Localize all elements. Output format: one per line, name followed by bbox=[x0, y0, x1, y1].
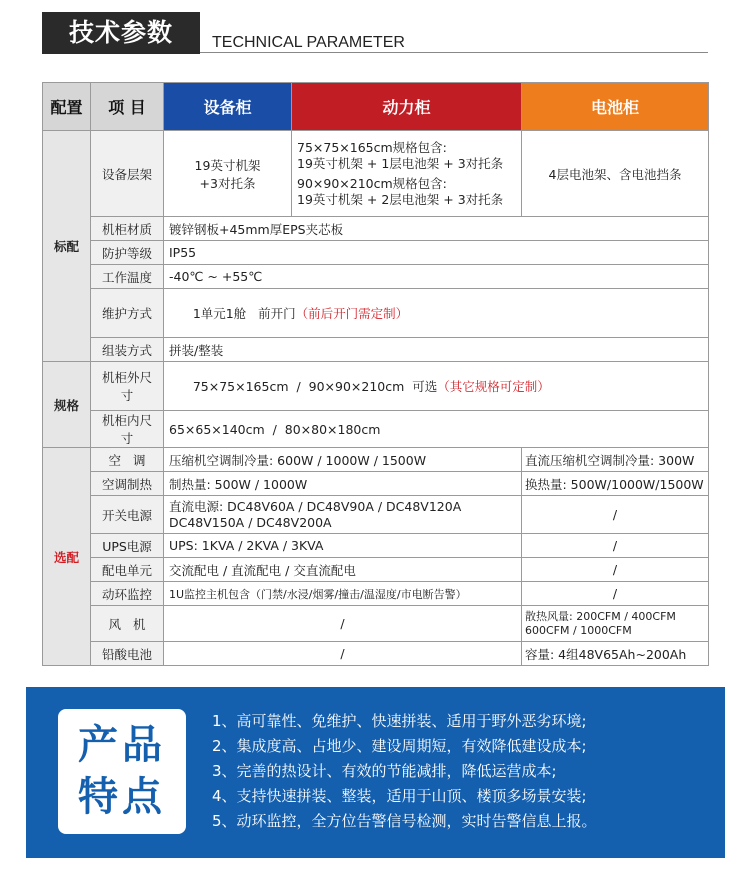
row-label: 组装方式 bbox=[91, 338, 164, 362]
cell bbox=[522, 606, 709, 642]
row-label: 动环监控 bbox=[91, 582, 164, 606]
list-item: 1、高可靠性、免维护、快速拼装、适用于野外恶劣环境; bbox=[212, 712, 587, 730]
cell-line: 90×90×210cm规格包含: bbox=[297, 175, 447, 191]
cell bbox=[164, 289, 709, 338]
table-row bbox=[43, 472, 709, 496]
cell: 65×65×140cm / 80×80×180cm bbox=[164, 411, 709, 448]
row-label: 机柜外尺寸 bbox=[91, 362, 164, 411]
cell-text: 75×75×165cm / 90×90×210cm 可选 bbox=[192, 379, 438, 394]
row-label: 开关电源 bbox=[91, 496, 164, 534]
table-row bbox=[43, 642, 709, 666]
cell: / bbox=[522, 496, 709, 534]
features-badge-line: 产品 bbox=[78, 722, 166, 768]
row-label: 机柜材质 bbox=[91, 217, 164, 241]
cell: 镀锌钢板+45mm厚EPS夹芯板 bbox=[164, 217, 709, 241]
cell: 拼装/整装 bbox=[164, 338, 709, 362]
row-label: 机柜内尺寸 bbox=[91, 411, 164, 448]
page-title: 技术参数 bbox=[42, 12, 200, 54]
cell: 换热量: 500W/1000W/1500W bbox=[522, 472, 709, 496]
cell bbox=[164, 131, 292, 217]
list-item: 3、完善的热设计、有效的节能减排，降低运营成本; bbox=[212, 762, 557, 780]
table-row bbox=[43, 241, 709, 265]
cell bbox=[292, 131, 522, 217]
cell-line: 19英寸机架 bbox=[194, 157, 261, 173]
row-label: 防护等级 bbox=[91, 241, 164, 265]
table-row bbox=[43, 131, 709, 217]
cell: 制热量: 500W / 1000W bbox=[164, 472, 522, 496]
cell: UPS: 1KVA / 2KVA / 3KVA bbox=[164, 534, 522, 558]
cell-line: DC48V150A / DC48V200A bbox=[169, 514, 332, 530]
category-optional: 选配 bbox=[43, 448, 91, 666]
cell-text: 1单元1舱 前开门 bbox=[192, 306, 296, 321]
row-label: UPS电源 bbox=[91, 534, 164, 558]
cell: IP55 bbox=[164, 241, 709, 265]
cell-line: 直流电源: DC48V60A / DC48V90A / DC48V120A bbox=[169, 498, 462, 514]
header-equipment-cabinet: 设备柜 bbox=[164, 83, 292, 131]
row-label: 风 机 bbox=[91, 606, 164, 642]
cell: / bbox=[522, 582, 709, 606]
table-row bbox=[43, 338, 709, 362]
cell: 直流压缩机空调制冷量: 300W bbox=[522, 448, 709, 472]
features-panel bbox=[26, 687, 725, 858]
table-header-row bbox=[43, 83, 709, 131]
list-item: 4、支持快速拼装、整装，适用于山顶、楼顶多场景安装; bbox=[212, 787, 587, 805]
parameter-table bbox=[42, 82, 709, 666]
cell bbox=[164, 496, 522, 534]
table-row bbox=[43, 496, 709, 534]
cell: 容量: 4组48V65Ah~200Ah bbox=[522, 642, 709, 666]
cell: / bbox=[522, 534, 709, 558]
row-label: 设备层架 bbox=[91, 131, 164, 217]
cell-line: 75×75×165cm规格包含: bbox=[297, 139, 447, 155]
category-spec: 规格 bbox=[43, 362, 91, 448]
table-row bbox=[43, 289, 709, 338]
header-item: 项 目 bbox=[91, 83, 164, 131]
row-label: 空调制热 bbox=[91, 472, 164, 496]
row-label: 空 调 bbox=[91, 448, 164, 472]
row-label: 工作温度 bbox=[91, 265, 164, 289]
page-subtitle: TECHNICAL PARAMETER bbox=[212, 34, 405, 51]
list-item: 5、动环监控，全方位告警信号检测，实时告警信息上报。 bbox=[212, 812, 597, 830]
section-header bbox=[42, 12, 708, 56]
table-row bbox=[43, 582, 709, 606]
cell: -40℃ ~ +55℃ bbox=[164, 265, 709, 289]
cell: / bbox=[522, 558, 709, 582]
cell: / bbox=[164, 642, 522, 666]
table-row bbox=[43, 558, 709, 582]
category-standard: 标配 bbox=[43, 131, 91, 362]
cell: 交流配电 / 直流配电 / 交直流配电 bbox=[164, 558, 522, 582]
cell-line: 600CFM / 1000CFM bbox=[525, 623, 632, 637]
table-row bbox=[43, 448, 709, 472]
cell: 压缩机空调制冷量: 600W / 1000W / 1500W bbox=[164, 448, 522, 472]
cell: / bbox=[164, 606, 522, 642]
table-row bbox=[43, 534, 709, 558]
table-row bbox=[43, 411, 709, 448]
header-power-cabinet: 动力柜 bbox=[292, 83, 522, 131]
table-row bbox=[43, 362, 709, 411]
features-list bbox=[212, 709, 712, 834]
cell-line: +3对托条 bbox=[199, 175, 256, 191]
row-label: 铅酸电池 bbox=[91, 642, 164, 666]
cell bbox=[164, 362, 709, 411]
cell-line: 散热风量: 200CFM / 400CFM bbox=[525, 609, 676, 623]
features-badge-line: 特点 bbox=[78, 774, 166, 820]
cell-note: （前后开门需定制） bbox=[295, 306, 409, 321]
cell: 1U监控主机包含（门禁/水浸/烟雾/撞击/温湿度/市电断告警） bbox=[164, 582, 522, 606]
cell: 4层电池架、含电池挡条 bbox=[522, 131, 709, 217]
row-label: 维护方式 bbox=[91, 289, 164, 338]
table-row bbox=[43, 217, 709, 241]
table-row bbox=[43, 265, 709, 289]
header-battery-cabinet: 电池柜 bbox=[522, 83, 709, 131]
header-config: 配置 bbox=[43, 83, 91, 131]
cell-line: 19英寸机架 + 1层电池架 + 3对托条 bbox=[297, 155, 504, 171]
features-badge bbox=[58, 709, 186, 834]
cell-line: 19英寸机架 + 2层电池架 + 3对托条 bbox=[297, 191, 504, 207]
cell-note: （其它规格可定制） bbox=[437, 379, 550, 394]
list-item: 2、集成度高、占地少、建设周期短，有效降低建设成本; bbox=[212, 737, 587, 755]
row-label: 配电单元 bbox=[91, 558, 164, 582]
header-divider bbox=[200, 52, 708, 53]
table-row bbox=[43, 606, 709, 642]
